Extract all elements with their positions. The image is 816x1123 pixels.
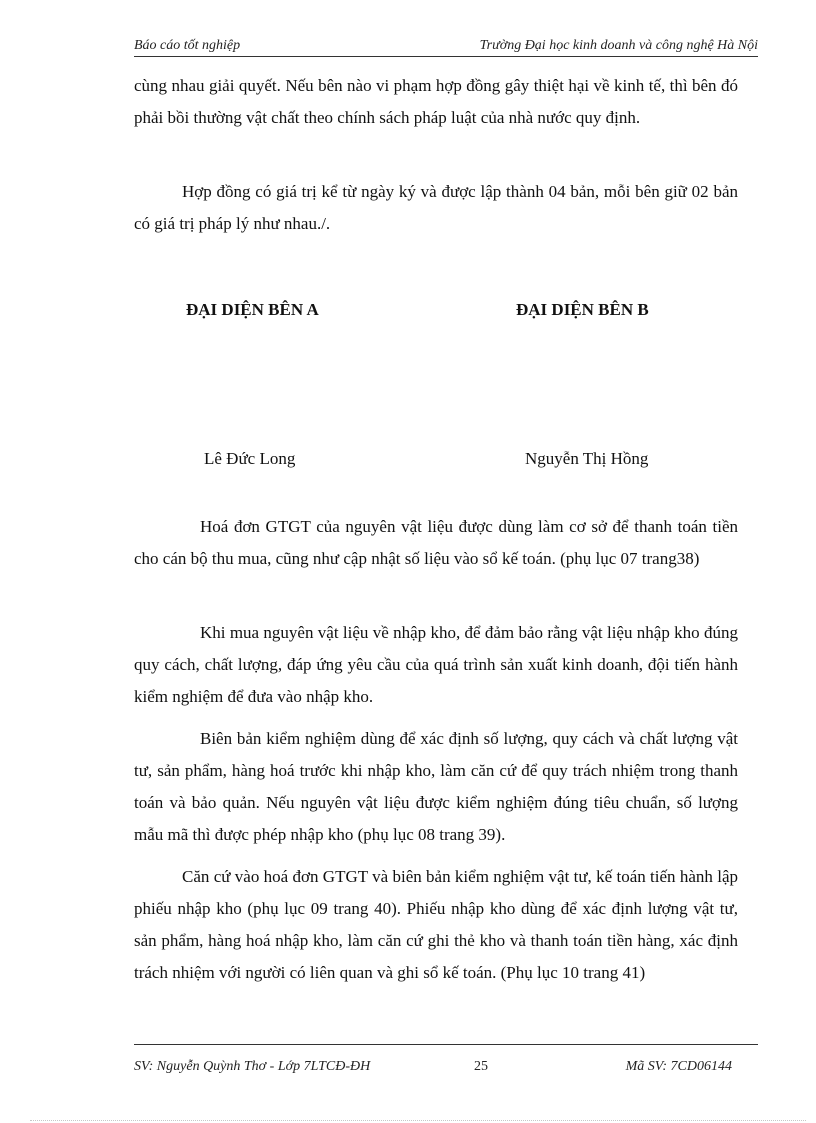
signature-name-party-a: Lê Đức Long [204, 449, 296, 468]
page-header [134, 38, 758, 57]
page-footer [134, 1044, 758, 1079]
header-university: Trường Đại học kinh doanh và công nghệ Hà Nội [479, 38, 758, 53]
paragraph-inspection-record: Biên bản kiểm nghiệm dùng để xác định số lượng, quy cách và chất lượng vật tư, sản phẩm, hàng hoá trước khi nhập kho, làm căn cứ để quy trách nhiệm trong thanh toán và bảo quản. Nếu nguyên vật liệu được kiểm nghiệm đúng tiêu chuẩn, số lượng mẫu mã thì được phép nhập kho (phụ lục 08 trang 39). [134, 729, 738, 844]
signature-title-party-b: ĐẠI DIỆN BÊN B [516, 300, 649, 319]
paragraph-material-purchase: Khi mua nguyên vật liệu về nhập kho, để đảm bảo rằng vật liệu nhập kho đúng quy cách, chất lượng, đáp ứng yêu cầu của quá trình sản xuất kinh doanh, đội tiến hành kiểm nghiệm để đưa vào nhập kho. [134, 623, 738, 706]
signature-title-party-a: ĐẠI DIỆN BÊN A [186, 300, 319, 319]
signature-name-party-b: Nguyễn Thị Hồng [525, 449, 649, 468]
paragraph-vat-invoice: Hoá đơn GTGT của nguyên vật liệu được dùng làm cơ sở để thanh toán tiền cho cán bộ thu mua, cũng như cập nhật số liệu vào sổ kế toán. (phụ lục 07 trang38) [134, 517, 738, 568]
paragraph-contract-dispute: cùng nhau giải quyết. Nếu bên nào vi phạm hợp đồng gây thiệt hại về kinh tế, thì bên đó phải bồi thường vật chất theo chính sách pháp luật của nhà nước quy định. [134, 76, 738, 127]
footer-student-id: Mã SV: 7CD06144 [625, 1059, 732, 1074]
footer-student-info: SV: Nguyễn Quỳnh Thơ - Lớp 7LTCĐ-ĐH [134, 1059, 371, 1074]
paragraph-warehouse-receipt: Căn cứ vào hoá đơn GTGT và biên bản kiểm nghiệm vật tư, kế toán tiến hành lập phiếu nhập kho (phụ lục 09 trang 40). Phiếu nhập kho dùng để xác định lượng vật tư, sản phẩm, hàng hoá nhập kho, làm căn cứ ghi thẻ kho và thanh toán tiền hàng, xác định trách nhiệm với người có liên quan và ghi sổ kế toán. (Phụ lục 10 trang 41) [134, 867, 738, 982]
page-number: 25 [474, 1059, 488, 1074]
page-edge-divider [30, 1120, 806, 1121]
header-report-title: Báo cáo tốt nghiệp [134, 38, 241, 53]
paragraph-contract-validity: Hợp đồng có giá trị kể từ ngày ký và được lập thành 04 bản, mỗi bên giữ 02 bản có giá trị pháp lý như nhau./. [134, 182, 738, 233]
